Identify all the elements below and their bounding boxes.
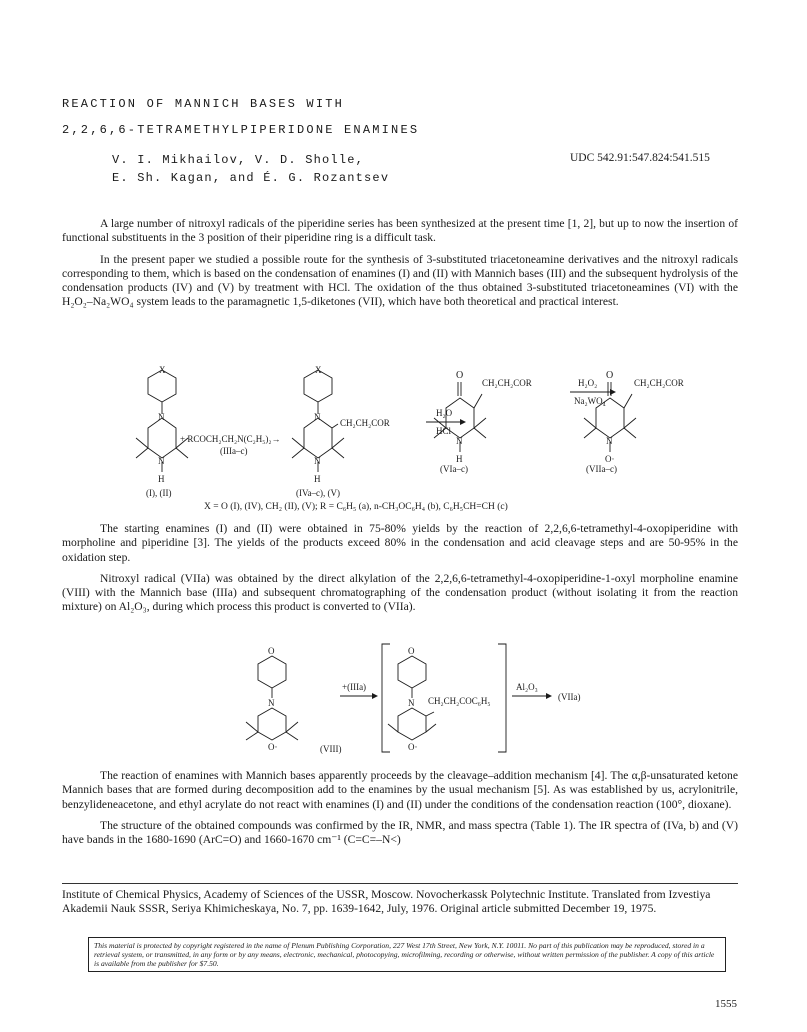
- paragraph-4: Nitroxyl radical (VIIa) was obtained by the direct alkylation of the 2,2,6,6-tetramethyl-4-oxopiperidine-1-oxyl morpholine enamine (VIII) with the Mannich base (IIIa) and subsequent chromatographing of the condensation product (without isolating it from the reaction mixture) on Al₂O₃, during which process this product is converted to (VIIa).: [62, 571, 738, 614]
- paragraph-lower: [62, 769, 738, 847]
- paragraph-2: In the present paper we studied a possible route for the synthesis of 3-substituted triacetoneamine derivatives and the nitroxyl radicals corresponding to them, which is based on the condensation of enamines (I) and (II) with Mannich bases (III) and the subsequent hydrolysis of the condensation products (IV) and (V) by treatment with HCl. The oxidation of the thus obtained 3-substituted triacetoneamines (VI) with the H₂O₂–Na₂WO₄ system leads to the paramagnetic 1,5-diketones (VII), which have both theoretical and practical interest.: [62, 252, 738, 309]
- page-number: 1555: [715, 998, 737, 1010]
- paragraph-intro: [62, 217, 738, 310]
- reaction-scheme-2: [240, 640, 620, 760]
- authors-line-2: E. Sh. Kagan, and É. G. Rozantsev: [112, 171, 390, 185]
- x-substituent-label-iv: X: [315, 365, 322, 375]
- condensation-product-structure: [292, 365, 390, 498]
- enamine-nitrogen-label: N: [158, 412, 165, 422]
- side-chain-iv: CH₂CH₂COR: [340, 418, 390, 428]
- paragraph-3: The starting enamines (I) and (II) were obtained in 75-80% yields by the reaction of 2,2,6,6-tetramethyl-4-oxopiperidine with morpholine and piperidine [3]. The yields of the products exceed 80% in the condensation and acid cleavage steps and are 50-95% in the oxidation step.: [62, 522, 738, 564]
- reaction-scheme-1: [110, 358, 750, 516]
- compound-label-iv-v: (IVa–c), (V): [296, 488, 340, 498]
- compound-label-viii: (VIII): [320, 744, 342, 754]
- authors-line-1: V. I. Mikhailov, V. D. Sholle,: [112, 153, 365, 167]
- scheme-2-arrow-reagent: Al₂O₃: [516, 682, 538, 692]
- morpholine-oxygen-viii: O: [268, 646, 275, 656]
- nitroxyl-diketone-structure: [584, 370, 684, 474]
- nh-hydrogen-vi: H: [456, 454, 463, 464]
- ring-nitrogen-vii: N: [606, 436, 613, 446]
- paragraph-6: The structure of the obtained compounds was confirmed by the IR, NMR, and mass spectra (Table 1). The IR spectra of (IVa, b) and (V) have bands in the 1680-1690 (ArC=O) and 1660-1670 cm⁻¹ (C=C=–N<): [62, 818, 738, 847]
- udc-code: UDC 542.91:547.824:541.515: [570, 152, 710, 164]
- ring-nitrogen-label: N: [158, 456, 165, 466]
- paragraph-5: The reaction of enamines with Mannich bases apparently proceeds by the cleavage–addition mechanism [4]. The α,β-unsaturated ketone Mannich bases that are formed during decomposition add to the enamines by the usual mechanism [5]. As was established by us, acrylonitrile, benzylideneacetone, and ethyl acrylate do not react with enamines (I) and (II) under the conditions of the condensation reaction (100°, dioxane).: [62, 769, 738, 811]
- nitroxyl-oxygen-vii: O·: [605, 454, 615, 464]
- footer-divider: [62, 883, 738, 884]
- nh-hydrogen-label: H: [158, 474, 165, 484]
- morpholine-oxygen-int: O: [408, 646, 415, 656]
- copyright-notice: This material is protected by copyright registered in the name of Plenum Publishing Corporation, 227 West 17th Street, New York, N.Y. 10011. No part of this publication may be reproduced, stored in a retrieval system, or transmitted, in any form or by any means, electronic, mechanical, photocopying, microfilming, recording or otherwise, without written permission of the publisher. A copy of this article is available from the publisher for $7.50.: [88, 937, 726, 972]
- x-substituent-label: X: [159, 365, 166, 375]
- nitroxyl-oxygen-viii: O·: [268, 742, 278, 752]
- affiliation-note: Institute of Chemical Physics, Academy of Sciences of the USSR, Moscow. Novocherkassk Polytechnic Institute. Translated from Izvestiya Akademii Nauk SSSR, Seriya Khimicheskaya, No. 7, pp. 1639-1642, July, 1976. Original article submitted December 19, 1975.: [62, 888, 711, 916]
- enamine-structure: [136, 365, 188, 498]
- enamine-viii-structure: [246, 646, 342, 754]
- mannich-reagent: + RCOCH₂CH₂N(C₂H₅)₂→: [180, 434, 281, 444]
- ring-nitrogen-label-iv: N: [314, 456, 321, 466]
- nh-hydrogen-label-iv: H: [314, 474, 321, 484]
- compound-label-i-ii: (I), (II): [146, 488, 172, 498]
- reagent-label-iii: (IIIa–c): [220, 446, 248, 456]
- paragraph-1: A large number of nitroxyl radicals of the piperidine series has been synthesized at the present time [1, 2], but up to now the insertion of functional substituents in the 3 position of their piperidine ring is a difficult task.: [62, 217, 738, 245]
- article-title-line-1: REACTION OF MANNICH BASES WITH: [62, 97, 345, 111]
- paragraph-middle: [62, 522, 738, 615]
- arrow-1-reagent-bottom: HCl: [436, 426, 452, 436]
- enamine-nitrogen-label-iv: N: [314, 412, 321, 422]
- intermediate-structure: [388, 646, 491, 752]
- carbonyl-oxygen-vii: O: [606, 370, 614, 381]
- nitroxyl-oxygen-int: O·: [408, 742, 418, 752]
- scheme-2-reagent: +(IIIa): [342, 682, 367, 692]
- carbonyl-oxygen-vi: O: [456, 370, 464, 381]
- article-title-line-2: 2,2,6,6-TETRAMETHYLPIPERIDONE ENAMINES: [62, 123, 420, 137]
- arrow-1-reagent-top: H₂O: [436, 408, 453, 418]
- side-chain-int: CH₂CH₂COC₆H₅: [428, 696, 491, 706]
- ring-nitrogen-vi: N: [456, 436, 463, 446]
- arrow-2-reagent-bottom: Na₂WO₄: [574, 396, 606, 406]
- enamine-nitrogen-int: N: [408, 698, 415, 708]
- side-chain-vi: CH₂CH₂COR: [482, 378, 532, 388]
- scheme-2-product: (VIIa): [558, 692, 581, 702]
- enamine-nitrogen-viii: N: [268, 698, 275, 708]
- compound-label-vii: (VIIa–c): [586, 464, 617, 474]
- scheme-1-legend: X = O (I), (IV), CH₂ (II), (V); R = C₆H₅ (a), n-CH₃OC₆H₄ (b), C₆H₅CH=CH (c): [204, 502, 508, 512]
- side-chain-vii: CH₂CH₂COR: [634, 378, 684, 388]
- compound-label-vi: (VIa–c): [440, 464, 468, 474]
- arrow-2-reagent-top: H₂O₂: [578, 378, 598, 388]
